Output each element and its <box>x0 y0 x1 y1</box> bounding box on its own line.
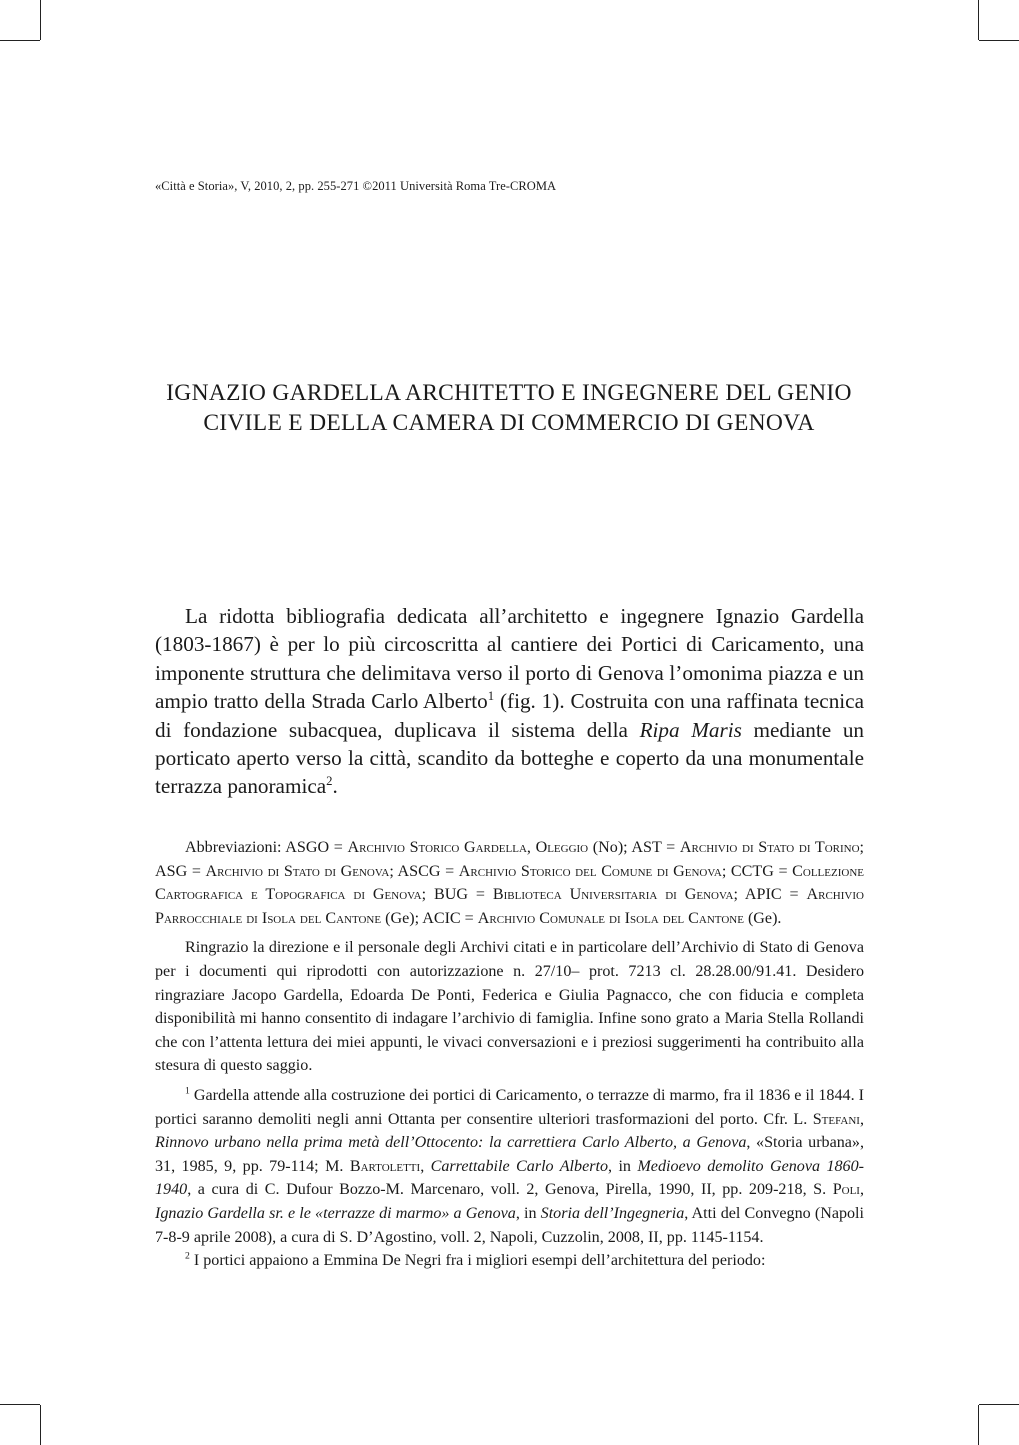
text-run: , in <box>515 1204 541 1222</box>
body-paragraph <box>155 602 864 801</box>
title-line: CIVILE E DELLA CAMERA DI COMMERCIO DI GENOVA <box>203 410 815 436</box>
text-run: Abbreviazioni: ASGO = <box>185 839 348 856</box>
work-title: Carrettabile Carlo Alberto <box>430 1157 608 1175</box>
text-run: Gardella attende alla costruzione dei portici di Caricamento, o terrazze di marmo, fra il 1836 e il 1844. I portici saranno demoliti negli anni Ottanta per consentire ulteriori trasformazioni del porto. Cfr. L. <box>155 1086 864 1128</box>
text-run: . <box>332 774 338 799</box>
footnote-2 <box>155 1249 864 1273</box>
archive-name: Biblioteca Universitaria di Genova <box>492 886 734 904</box>
author-name: Stefani <box>812 1110 860 1128</box>
text-run: ; ASG = <box>155 839 865 880</box>
archive-name: Archivio di Stato di Torino <box>679 839 860 856</box>
text-run: , in <box>608 1157 638 1175</box>
abbreviations-note <box>155 836 864 930</box>
work-title: Ignazio Gardella sr. e le «terrazze di marmo» a Genova <box>155 1204 516 1222</box>
archive-name: Archivio Comunale di Isola del Cantone <box>477 909 744 927</box>
archive-name: Archivio Storico Gardella, Oleggio <box>347 839 589 856</box>
crop-mark <box>978 1405 979 1445</box>
acknowledgements-note: Ringrazio la direzione e il personale degli Archivi citati e in particolare dell’Archivio di Stato di Genova per i documenti qui riprodotti con autorizzazione n. 27/10– prot. 7213 cl. 28.28.00/91.41. Desidero ringraziare Jacopo Gardella, Edoarda De Ponti, Federica e Giulia Pagnacco, che con fiducia e completa disponibilità mi hanno consentito di indagare l’archivio di famiglia. Infine sono grato a Maria Stella Rollandi che con l’attenta lettura dei miei appunti, le vivaci conversazioni e i preziosi suggerimenti ha contribuito alla stesura di questo saggio. <box>155 939 864 1075</box>
footnote-1 <box>155 1084 864 1249</box>
crop-mark <box>40 1405 41 1445</box>
work-title: Storia dell’Ingegneria <box>540 1204 685 1222</box>
footnote-ref: 2 <box>326 774 333 789</box>
text-run: (fig. 1). Costruita con una raffinata tecnica di fondazione subacquea, duplicava il sistema della <box>155 689 864 742</box>
text-run: ; ASCG = <box>389 862 459 880</box>
title-line: IGNAZIO GARDELLA ARCHITETTO E INGEGNERE DEL GENIO <box>166 380 852 406</box>
notes-section <box>155 836 864 1273</box>
text-run: , a cura di C. Dufour Bozzo-M. Marcenaro, voll. 2, Genova, Pirella, 1990, II, pp. 209-218, S. <box>187 1181 833 1199</box>
text-run: , <box>859 1110 864 1128</box>
text-run: mediante un porticato aperto verso la città, scandito da botteghe e coperto da una monumentale terrazza panoramica <box>155 717 865 799</box>
archive-name: Archivio di Stato di Genova <box>205 862 390 880</box>
footnote-number: 1 <box>185 1085 190 1097</box>
text-run: (Ge). <box>743 909 782 927</box>
text-run: La ridotta bibliografia dedicata all’architetto e ingegnere Ignazio Gardella (1803-1867) è per lo più circoscritta al cantiere dei Portici di Caricamento, una imponente struttura che delimitava verso il porto di Genova l’omonima piazza e un ampio tratto della Strada Carlo Alberto <box>155 604 864 714</box>
crop-mark <box>0 40 40 41</box>
crop-mark <box>40 0 41 40</box>
text-run: ; BUG = <box>421 886 493 904</box>
text-run: (No); AST = <box>588 839 680 856</box>
text-run: , Atti del Convegno (Napoli 7-8-9 aprile 2008), a cura di S. D’Agostino, voll. 2, Napoli, Cuzzolin, 2008, II, pp. 1145-1154. <box>155 1204 865 1246</box>
text-run: I portici appaiono a Emmina De Negri fra i migliori esempi dell’architettura del periodo: <box>189 1252 766 1270</box>
work-title: Medioevo demolito Genova 1860-1940 <box>155 1157 865 1199</box>
text-run: ; CCTG = <box>721 862 793 880</box>
crop-mark <box>978 0 979 40</box>
archive-name: Collezione Cartografica e Topografica di Genova <box>155 862 864 904</box>
crop-mark <box>0 1404 40 1405</box>
text-run: , <box>420 1157 431 1175</box>
italic-term: Ripa Maris <box>639 717 742 742</box>
text-run: , <box>859 1181 864 1199</box>
author-name: Bartoletti <box>349 1157 421 1175</box>
archive-name: Archivio Parrocchiale di Isola del Cantone <box>155 886 864 927</box>
article-title <box>150 378 868 438</box>
text-run: ; APIC = <box>733 886 807 904</box>
footnote-ref: 1 <box>487 689 495 704</box>
work-title: Rinnovo urbano nella prima metà dell’Ottocento: la carrettiera Carlo Alberto, a Genova <box>155 1134 747 1152</box>
archive-name: Archivio Storico del Comune di Genova <box>458 862 722 880</box>
crop-mark <box>979 1404 1019 1405</box>
text-run: , «Storia urbana», 31, 1985, 9, pp. 79-114; M. <box>155 1134 864 1175</box>
text-run: (Ge); ACIC = <box>381 909 478 927</box>
crop-mark <box>979 40 1019 41</box>
author-name: Poli <box>832 1181 860 1199</box>
body-text <box>155 602 864 801</box>
footnote-number: 2 <box>185 1250 190 1262</box>
journal-citation: «Città e Storia», V, 2010, 2, pp. 255-271 ©2011 Università Roma Tre-CROMA <box>155 179 557 193</box>
